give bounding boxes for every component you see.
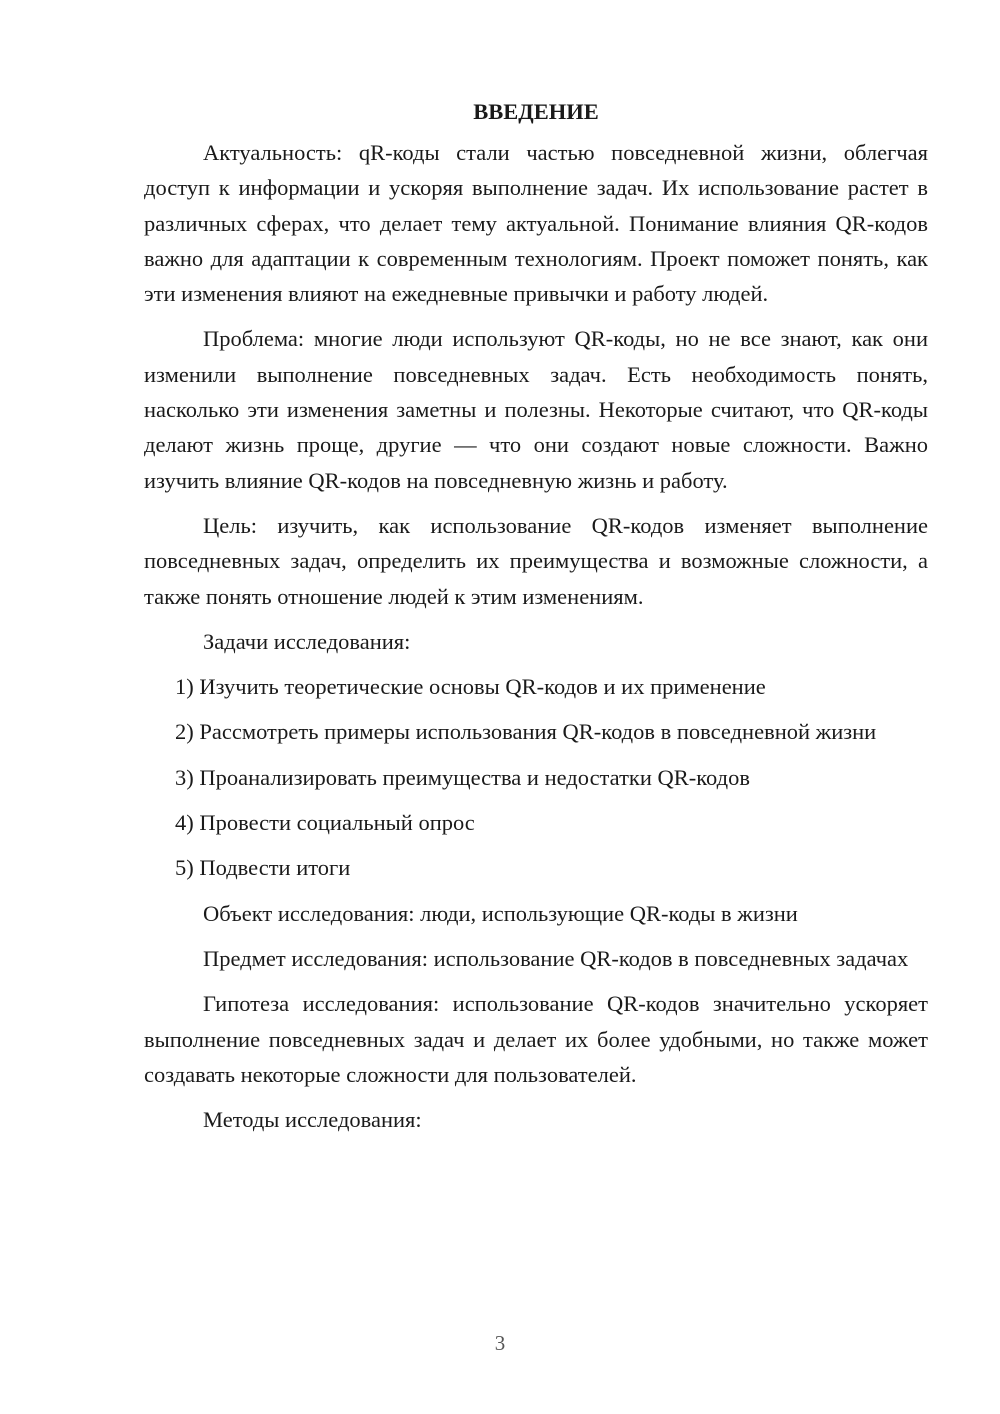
paragraph-hypothesis: Гипотеза исследования: использование QR-кодов значительно ускоряет выполнение повседневных задач и делает их более удобными, но также может создавать некоторые сложности для пользователей.: [144, 991, 928, 1087]
task-item-3: 3) Проанализировать преимущества и недостатки QR-кодов: [175, 764, 750, 790]
task-item-2: 2) Рассмотреть примеры использования QR-кодов в повседневной жизни: [175, 719, 877, 745]
task-item-5: 5) Подвести итоги: [175, 855, 351, 881]
paragraph-tasks-heading: Задачи исследования:: [203, 628, 411, 654]
paragraph-goal: Цель: изучить, как использование QR-кодов изменяет выполнение повседневных задач, определить их преимущества и возможные сложности, а также понять отношение людей к этим изменениям.: [144, 512, 928, 609]
page-number: 3: [494, 1331, 506, 1355]
paragraph-object: Объект исследования: люди, использующие QR-коды в жизни: [203, 900, 798, 926]
task-item-1: 1) Изучить теоретические основы QR-кодов и их применение: [175, 674, 766, 700]
paragraph-subject: Предмет исследования: использование QR-кодов в повседневных задачах: [203, 945, 909, 971]
paragraph-methods: Методы исследования:: [203, 1107, 422, 1133]
paragraph-relevance: Актуальность: qR-коды стали частью повседневной жизни, облегчая доступ к информации и ускоряя выполнение задач. Их использование растет в различных сферах, что делает тему актуальной. Понимание влияния QR-кодов важно для адаптации к современным технологиям. Проект поможет понять, как эти изменения влияют на ежедневные привычки и работу людей.: [144, 140, 928, 307]
section-title: ВВЕДЕНИЕ: [473, 99, 599, 124]
document-page: [144, 94, 928, 1147]
task-item-4: 4) Провести социальный опрос: [175, 810, 475, 836]
paragraph-problem: Проблема: многие люди используют QR-коды, но не все знают, как они изменили выполнение повседневных задач. Есть необходимость понять, насколько эти изменения заметны и полезны. Некоторые считают, что QR-коды делают жизнь проще, другие — что они создают новые сложности. Важно изучить влияние QR-кодов на повседневную жизнь и работу.: [144, 326, 928, 493]
